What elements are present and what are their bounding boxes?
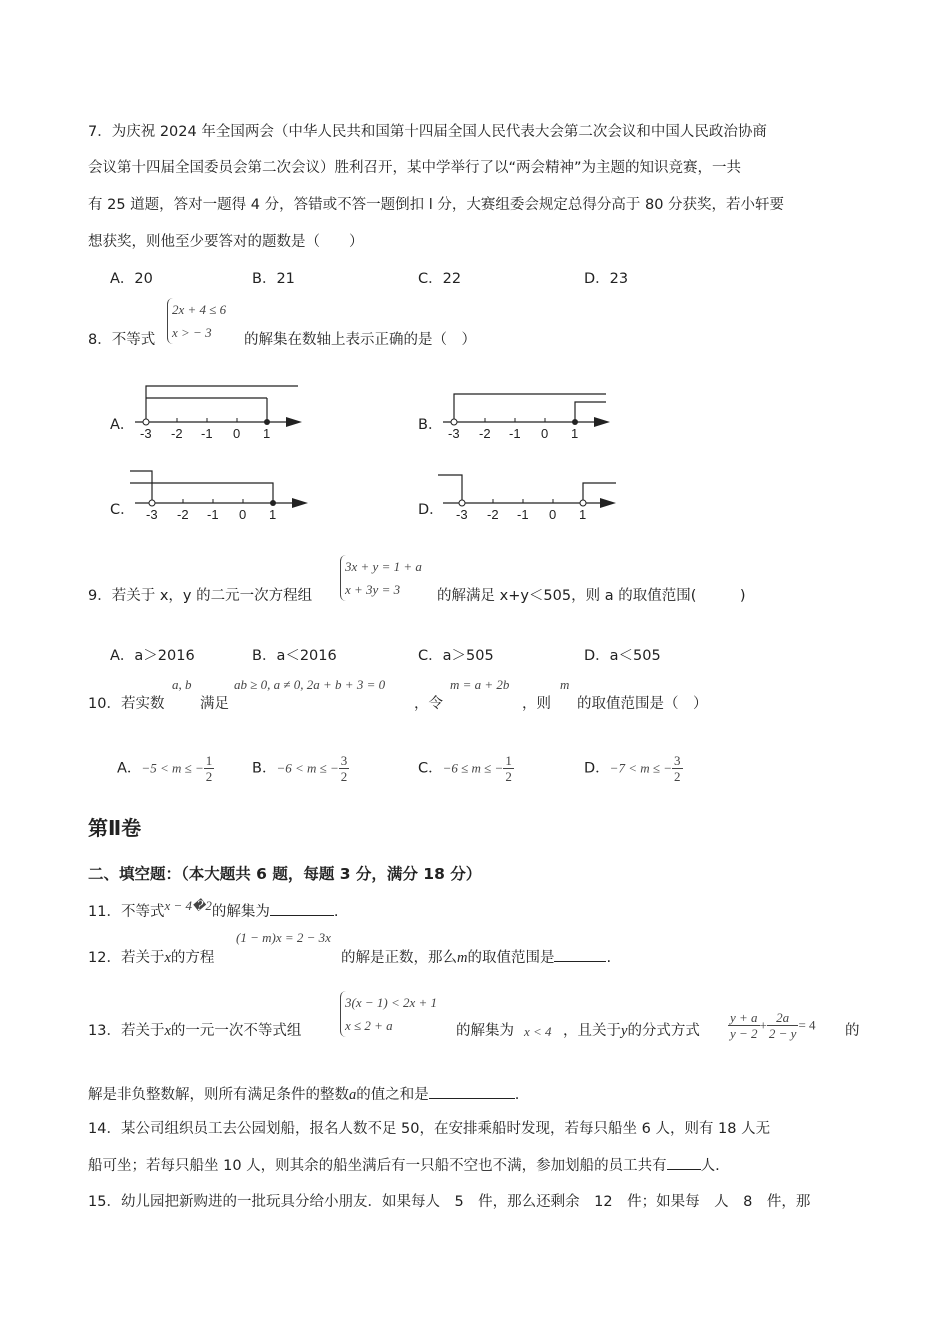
q13-system-line-1: 3(x − 1) < 2x + 1 — [345, 995, 438, 1010]
answer-blank[interactable] — [270, 901, 334, 916]
section-2-heading: 二、填空题：（本大题共 6 题，每题 3 分，满分 18 分） — [88, 865, 482, 883]
q9-equation-system — [340, 555, 422, 601]
tick-label: -1 — [509, 426, 521, 440]
q10-text-1: 10．若实数 — [88, 696, 165, 712]
q10-m-definition: m = a + 2b — [450, 677, 510, 692]
tick-label: -1 — [207, 507, 219, 522]
q14-line-2: 船可坐；若每只船坐 10 人，则其余的船坐满后有一只船不空也不满，参加划船的员工共有 人. — [88, 1154, 720, 1175]
q7-option-c: C．22 — [418, 271, 462, 287]
fraction: $\frac{1}{2}$ — [205, 753, 213, 784]
q11-expression: x − 4�2 — [164, 898, 212, 913]
tick-label: 0 — [541, 426, 549, 440]
q15-line-1: 15．幼儿园把新购进的一批玩具分给小朋友．如果每人 5 件，那么还剩余 12 件；如果每 人 8 件，那 — [88, 1194, 811, 1210]
q7-option-a: A．20 — [110, 271, 153, 287]
tick-label: 0 — [233, 426, 241, 440]
q13-line-start: 13．若关于x的一元一次不等式组 — [88, 1023, 302, 1039]
q8-system-line-2: x > − 3 — [172, 325, 212, 340]
q10-text-3: ，令 — [414, 696, 443, 712]
q10-text-5: 的取值范围是（ ） — [577, 696, 708, 712]
q13-text-6: 的 — [845, 1023, 860, 1039]
tick-label: 0 — [549, 507, 557, 522]
q9-option-a: A．a＞2016 — [110, 648, 195, 664]
q9-option-d: D．a＜505 — [584, 648, 661, 664]
answer-blank[interactable] — [667, 1155, 701, 1170]
q8-label-c: C． — [110, 502, 135, 518]
tick-label: 1 — [571, 426, 579, 440]
tick-label: -2 — [487, 507, 499, 522]
q13-text-4: ，且关于y的分式方式 — [563, 1023, 700, 1039]
q13-solution: x < 4 — [524, 1024, 552, 1039]
q7-line-1: 7．为庆祝 2024 年全国两会（中华人民共和国第十四届全国人民代表大会第二次会议和中国人民政治协商 — [88, 124, 767, 140]
q8-prefix: 8．不等式 — [88, 332, 156, 348]
q7-line-2: 会议第十四届全国委员会第二次会议）胜利召开，某中学举行了以“两会精神”为主题的知识竞赛，一共 — [88, 160, 742, 176]
q7-option-b: B．21 — [252, 271, 295, 287]
q8-inequality-system — [167, 298, 226, 344]
q10-text-2: 满足 — [200, 696, 229, 712]
answer-blank[interactable] — [429, 1084, 515, 1099]
answer-blank[interactable] — [554, 947, 606, 962]
q11-line: 11．不等式x − 4�2的解集为 . — [88, 898, 339, 920]
number-line-b — [438, 380, 618, 440]
tick-label: -2 — [177, 507, 189, 522]
q13-system-line-2: x ≤ 2 + a — [345, 1018, 393, 1033]
number-line-c — [130, 465, 310, 525]
q8-system-line-1: 2x + 4 ≤ 6 — [172, 302, 227, 317]
q9-option-b: B．a＜2016 — [252, 648, 337, 664]
q13-fractional-equation: $\frac{y + a}{y - 2}$ + $\frac{2a}{2 - y}$ = 4 — [730, 1010, 816, 1041]
fraction: $\frac{1}{2}$ — [505, 753, 512, 784]
tick-label: 1 — [269, 507, 277, 522]
q13-inequality-system — [340, 991, 437, 1037]
q8-label-a: A． — [110, 417, 135, 433]
q13-text-3: 的解集为 — [456, 1023, 514, 1039]
q8-label-d: D． — [418, 502, 444, 518]
q7-line-3: 有 25 道题，答对一题得 4 分，答错或不答一题倒扣 l 分，大赛组委会规定总得分高于 80 分获奖，若小轩要 — [88, 197, 785, 213]
tick-label: 1 — [579, 507, 587, 522]
q13-line-2: 解是非负整数解，则所有满足条件的整数a的值之和是 . — [88, 1083, 519, 1104]
tick-label: -3 — [448, 426, 460, 440]
q12-line-end: 的解是正数，那么m的取值范围是 . — [341, 946, 611, 967]
q7-option-d: D．23 — [584, 271, 629, 287]
q10-option-c: C．−6 ≤ m ≤ − $\frac{1}{2}$ — [418, 753, 512, 784]
fraction: $\frac{3}{2}$ — [340, 753, 348, 784]
q12-line: 12．若关于x的方程 — [88, 950, 215, 966]
q10-m: m — [560, 677, 570, 692]
q9-system-line-1: 3x + y = 1 + a — [345, 559, 422, 574]
q9-suffix: 的解满足 x+y＜505，则 a 的取值范围( ) — [437, 588, 746, 604]
q10-text-4: ，则 — [522, 696, 551, 712]
q7-line-4: 想获奖，则他至少要答对的题数是（ ） — [88, 234, 364, 250]
part-2-title: 第Ⅱ卷 — [88, 816, 142, 840]
q10-option-d: D．−7 < m ≤ − $\frac{3}{2}$ — [584, 753, 681, 784]
tick-label: -2 — [171, 426, 183, 440]
tick-label: -3 — [146, 507, 158, 522]
q10-condition: ab ≥ 0, a ≠ 0, 2a + b + 3 = 0 — [234, 677, 386, 692]
tick-label: 0 — [239, 507, 247, 522]
tick-label: -1 — [517, 507, 529, 522]
q8-label-b: B． — [418, 417, 443, 433]
q10-vars: a, b — [172, 677, 192, 692]
q9-system-line-2: x + 3y = 3 — [345, 582, 401, 597]
q8-suffix: 的解集在数轴上表示正确的是（ ） — [244, 332, 476, 348]
q10-option-b: B．−6 < m ≤ − $\frac{3}{2}$ — [252, 753, 348, 784]
fraction: $\frac{2a}{2 - y}$ — [768, 1010, 797, 1041]
q10-option-a: A．−5 < m ≤ − $\frac{1}{2}$ — [117, 753, 213, 784]
q14-line-1: 14．某公司组织员工去公园划船，报名人数不足 50，在安排乘船时发现，若每只船坐 6 人，则有 18 人无 — [88, 1121, 771, 1137]
tick-label: 1 — [263, 426, 271, 440]
q12-equation: (1 − m)x = 2 − 3x — [236, 930, 331, 945]
fraction: $\frac{3}{2}$ — [674, 753, 681, 784]
tick-label: -2 — [479, 426, 491, 440]
tick-label: -1 — [201, 426, 213, 440]
tick-label: -3 — [456, 507, 468, 522]
q9-option-c: C．a＞505 — [418, 648, 494, 664]
number-line-d — [438, 465, 618, 525]
q9-prefix: 9．若关于 x，y 的二元一次方程组 — [88, 588, 313, 604]
tick-label: -3 — [140, 426, 152, 440]
number-line-a — [130, 380, 310, 440]
fraction: $\frac{y + a}{y - 2}$ — [730, 1010, 758, 1041]
